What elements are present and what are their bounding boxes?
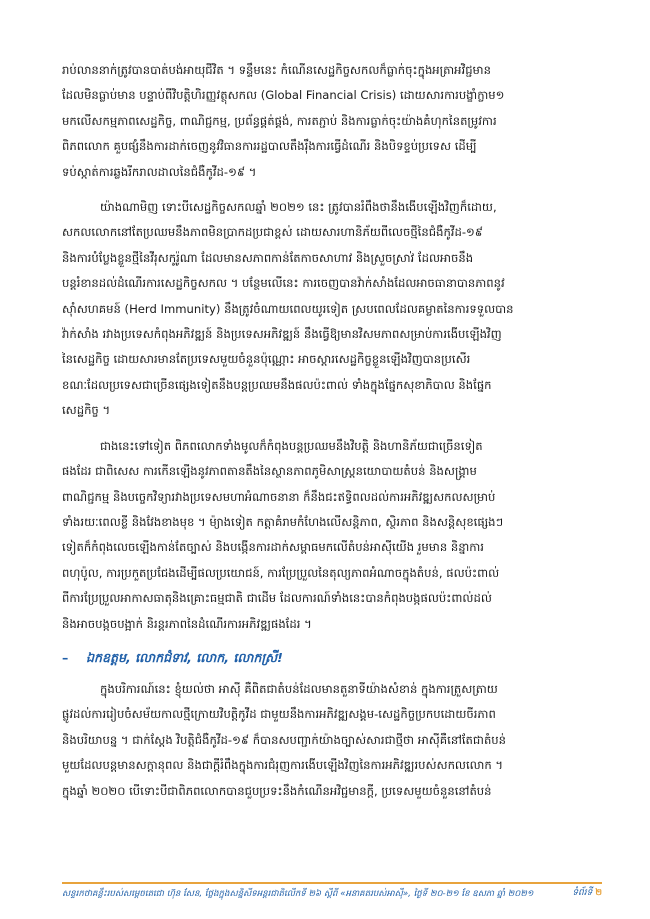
section-heading <box>62 647 602 669</box>
page-label: ទំព័រទី <box>572 888 593 898</box>
text-line: ពីការប្រែប្រួលអាកាសធាតុនិងគ្រោះធម្មជាតិ ជាដើម ដែលការណ៍ទាំងនេះបានកំពុងបង្កផលប៉ះពាល់ដល់ <box>62 591 492 606</box>
page-number <box>572 886 602 900</box>
text-line: រាប់លាននាក់ត្រូវបានបាត់បង់អាយុជីវិត ។ ទន្ទឹមនេះ កំណើនសេដ្ឋកិច្ចសកលក៏ធ្លាក់ចុះក្នុងអត្រាអវិជ្ជមាន <box>62 63 491 77</box>
text-line: ស៊ាំសហគមន៍ (Herd Immunity) នឹងត្រូវចំណាយពេលយូរទៀត ស្របពេលដែលគម្លាតនៃការទទួលបាន <box>62 301 514 316</box>
heading-text: ឯកឧត្តម, លោកជំទាវ, លោក, លោកស្រី! <box>86 649 283 665</box>
text-line: សេដ្ឋកិច្ច ។ <box>62 403 111 418</box>
text-line: ពាណិជ្ជកម្ម និងបច្ចេកវិទ្យារវាងប្រទេសមហាអំណាចនានា ក៏នឹងជះឥទ្ធិពលដល់ការអភិវឌ្ឍសកលសម្រាប់ <box>62 489 496 504</box>
text-line: យ៉ាងណាមិញ ទោះបីសេដ្ឋកិច្ចសកលឆ្នាំ ២០២១ នេះ ត្រូវបានរំពឹងថានឹងងើបឡើងវិញក៏ដោយ, <box>100 200 497 215</box>
text-line: និងអាចបង្កចបង្អាក់ និរន្តរភាពនៃដំណើរការអភិវឌ្ឍផងដែរ ។ <box>62 616 312 631</box>
document-body <box>62 58 602 814</box>
text-line: ពហុប៉ូល, ការប្រកួតប្រជែងដើម្បីផលប្រយោជន៍, ការប្រែប្រួលនៃតុល្យភាពអំណាចក្នុងតំបន់, ផលប៉ះពាល់ <box>62 565 500 580</box>
text-line: វ៉ាក់សាំង រវាងប្រទេសកំពុងអភិវឌ្ឍន៍ និងប្រទេសអភិវឌ្ឍន៍ នឹងធ្វើឱ្យមានវិសមភាពសម្រាប់ការងើបឡើងវិញ <box>62 327 502 342</box>
text-line: ពិភពលោក គួបផ្សំនឹងការដាក់ចេញនូវវិធានការរដ្ឋបាលតឹងរ៉ឹងការធ្វើដំណើរ និងបិទខ្ទប់ប្រទេស ដើម្បី <box>62 139 477 154</box>
text-line: និងបរិយាបន្ន ។ ជាក់ស្ដែង វិបត្តិជំងឺកូវីដ-១៩ ក៏បានសបញ្ជាក់យ៉ាងច្បាស់សារជាថ្មីថា អាស៊ីគឺនៅតែជាតំបន់ <box>62 732 507 747</box>
text-line: មកលើសកម្មភាពសេដ្ឋកិច្ច, ពាណិជ្ជកម្ម, ប្រព័ន្ធផ្គត់ផ្គង់, ការតភ្ជាប់ និងការធ្លាក់ចុះយ៉ាងគំហុកនៃតម្រូវការ <box>62 113 497 128</box>
text-line: ដែលមិនធ្លាប់មាន បន្ទាប់ពីវិបត្តិហិរញ្ញវត្ថុសកល (Global Financial Crisis) ដោយសារការបង្ខាំក្លាម១ <box>62 88 505 103</box>
heading-dash: – <box>62 649 69 665</box>
paragraph-3 <box>62 434 602 637</box>
page-number-value: ២ <box>595 888 602 898</box>
footer-citation: សន្ទរកថាគន្លឹះរបស់សម្ដេចតេជោ ហ៊ុន សែន, ថ្លែងក្នុងសន្និសីទអន្តរជាតិលើកទី ២៦ ស្ដីពី «អនាគតរបស់អាស៊ី», ថ្ងៃទី ២០-២១ ខែ ឧសភា ឆ្នាំ ២០២១ <box>62 889 534 899</box>
text-line: ក្នុងឆ្នាំ ២០២០ បើទោះបីជាពិភពលោកបានជួបប្រទះនឹងកំណើនអវិជ្ជមានក្ដី, ប្រទេសមួយចំនួននៅតំបន់ <box>62 783 492 798</box>
text-line: សកលលោកនៅតែប្រឈមនឹងភាពមិនប្រាកដប្រជាខ្ពស់ ដោយសារហានិភ័យពីលេចថ្មីនៃជំងឺកូវីដ-១៩ <box>62 225 484 240</box>
text-line: ក្នុងបរិការណ៍នេះ ខ្ញុំយល់ថា អាស៊ី គឺពិតជាតំបន់ដែលមានតួនាទីយ៉ាងសំខាន់ ក្នុងការត្រួសត្រាយ <box>100 681 498 696</box>
text-line: ជាងនេះទៅទៀត ពិភពលោកទាំងមូលក៏កំពុងបន្តប្រឈមនឹងវិបត្តិ និងហានិភ័យជាច្រើនទៀត <box>100 438 483 453</box>
text-line: នៃសេដ្ឋកិច្ច ដោយសារមានតែប្រទេសមួយចំនួនប៉ុណ្ណោះ អាចស្ដារសេដ្ឋកិច្ចខ្លួនឡើងវិញបានប្រសើរ <box>62 352 471 367</box>
text-line: ទប់ស្កាត់ការឆ្លងរីករាលដាលនៃជំងឺកូវីដ-១៩ ។ <box>62 164 257 179</box>
text-line: ខណៈដែលប្រទេសជាច្រើនផ្សេងទៀតនឹងបន្តប្រឈមនឹងផលប៉ះពាល់ ទាំងក្នុងផ្នែកសុខាភិបាល និងផ្នែក <box>62 377 492 392</box>
paragraph-1 <box>62 58 602 185</box>
text-line: បន្តរំខានដល់ដំណើរការសេដ្ឋកិច្ចសកល ។ បន្ថែមលើនេះ ការចេញបានវ៉ាក់សាំងដែលអាចធានាបានភាពនូវ <box>62 276 505 291</box>
paragraph-2 <box>62 195 602 424</box>
text-line: ផ្លូវដល់ការរៀបចំសម័យកាលថ្មីក្រោយវិបត្តិកូវីដ ជាមួយនឹងការអភិវឌ្ឍសង្គម-សេដ្ឋកិច្ចប្រកបដោយចីរភាព <box>62 707 496 722</box>
text-line: ទៀតក៏កំពុងលេចឡើងកាន់តែច្បាស់ និងបង្កើនការដាក់សម្ពាធមកលើតំបន់អាស៊ីយើង រួមមាន និន្នាការ <box>62 540 484 555</box>
text-line: ផងដែរ ជាពិសេស ការកើនឡើងនូវភាពតានតឹងនៃស្ថានភាពភូមិសាស្ត្រនយោបាយតំបន់ និងសង្គ្រាម <box>62 464 477 479</box>
text-line: និងការបំប្លែងខ្លួនថ្មីនៃវីរុសកូរ៉ូណា ដែលមានសភាពកាន់តែកាចសាហាវ និងស្រួចស្រាវ់ ដែលអាចនឹង <box>62 250 474 265</box>
footer-divider <box>62 882 602 884</box>
text-line: មួយដែលបន្តមានសក្ដានុពល និងជាក្ដីរំពឹងក្នុងការជំរុញការងើបឡើងវិញនៃការអភិវឌ្ឍរបស់សកលលោក ។ <box>62 758 504 773</box>
text-line: ទាំងរយៈពេលខ្លី និងវែងខាងមុខ ។ ម៉្យាងទៀត កត្តាគំរាមកំហែងលើសន្តិភាព, ស្ថិរភាព និងសន្តិសុខផ្សេងៗ <box>62 514 504 529</box>
paragraph-4 <box>62 677 602 804</box>
